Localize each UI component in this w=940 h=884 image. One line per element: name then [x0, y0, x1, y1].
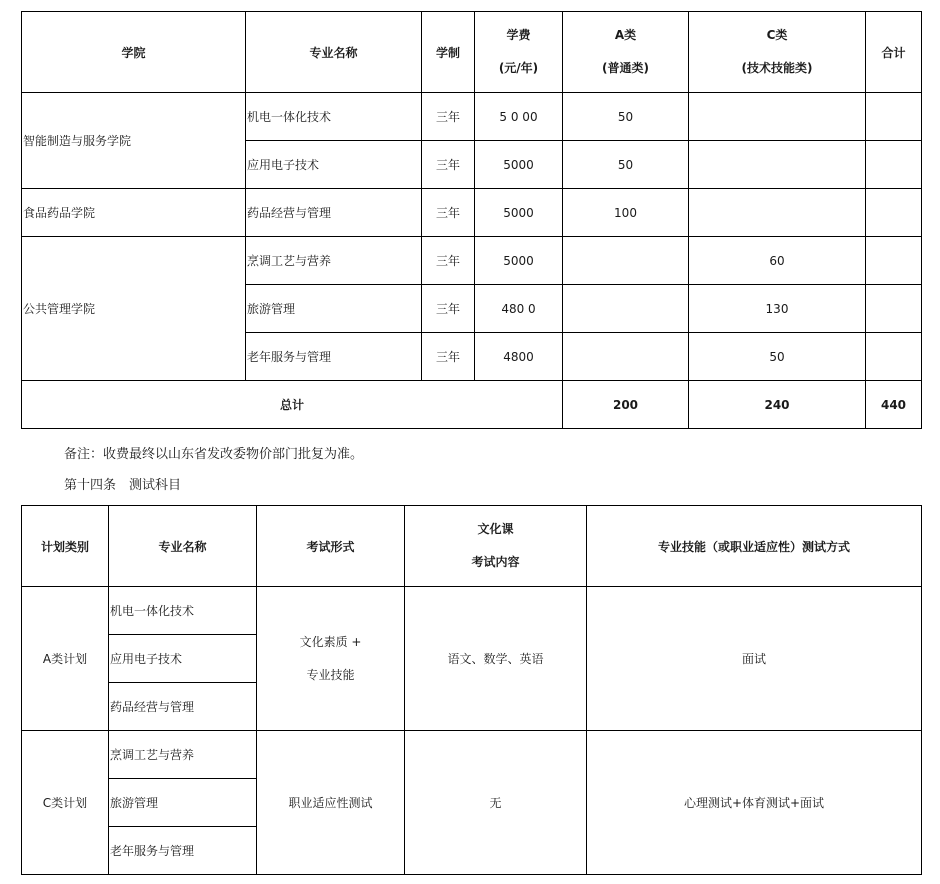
article-heading: 第十四条 测试科目 — [64, 478, 182, 493]
c-count-cell — [689, 141, 866, 189]
major-cell: 烹调工艺与营养 — [109, 731, 257, 779]
plan-cell: A类计划 — [22, 587, 109, 731]
a-count-cell — [563, 333, 689, 381]
college-cell: 食品药品学院 — [22, 189, 246, 237]
fee-cell: 5000 — [475, 189, 563, 237]
c-total: 240 — [689, 381, 866, 429]
total-cell — [866, 285, 922, 333]
duration-cell: 三年 — [422, 93, 475, 141]
form-header: 考试形式 — [257, 506, 405, 587]
major-cell: 旅游管理 — [246, 285, 422, 333]
major-cell: 老年服务与管理 — [109, 827, 257, 875]
total-cell — [866, 93, 922, 141]
major-cell: 老年服务与管理 — [246, 333, 422, 381]
c-count-cell — [689, 93, 866, 141]
fee-cell: 5000 — [475, 141, 563, 189]
total-row — [22, 381, 922, 429]
fee-cell: 5 0 00 — [475, 93, 563, 141]
college-cell: 智能制造与服务学院 — [22, 93, 246, 189]
fee-cell: 4800 — [475, 333, 563, 381]
culture-cell: 语文、数学、英语 — [405, 587, 587, 731]
plan-cell: C类计划 — [22, 731, 109, 875]
a-count-cell: 50 — [563, 93, 689, 141]
fee-note: 备注：收费最终以山东省发改委物价部门批复为准。 — [64, 447, 364, 462]
culture-cell: 无 — [405, 731, 587, 875]
form-cell: 文化素质 + 专业技能 — [257, 587, 405, 731]
major-cell: 应用电子技术 — [246, 141, 422, 189]
a-class-header: A类 (普通类) — [563, 12, 689, 93]
grand-total: 440 — [866, 381, 922, 429]
table-row — [22, 731, 922, 779]
fee-header: 学费 (元/年) — [475, 12, 563, 93]
table-row — [22, 189, 922, 237]
a-count-cell: 100 — [563, 189, 689, 237]
total-cell — [866, 237, 922, 285]
duration-cell: 三年 — [422, 285, 475, 333]
c-class-header: C类 (技术技能类) — [689, 12, 866, 93]
fee-cell: 480 0 — [475, 285, 563, 333]
table-row — [22, 93, 922, 141]
skill-cell: 面试 — [587, 587, 922, 731]
skill-header: 专业技能（或职业适应性）测试方式 — [587, 506, 922, 587]
c-count-cell: 60 — [689, 237, 866, 285]
plan-header: 计划类别 — [22, 506, 109, 587]
tuition-table — [21, 11, 922, 429]
total-cell — [866, 333, 922, 381]
major-cell: 机电一体化技术 — [109, 587, 257, 635]
major-cell: 应用电子技术 — [109, 635, 257, 683]
a-count-cell — [563, 237, 689, 285]
fee-cell: 5000 — [475, 237, 563, 285]
major-cell: 烹调工艺与营养 — [246, 237, 422, 285]
skill-cell: 心理测试+体育测试+面试 — [587, 731, 922, 875]
major-cell: 旅游管理 — [109, 779, 257, 827]
major-header: 专业名称 — [109, 506, 257, 587]
duration-cell: 三年 — [422, 333, 475, 381]
total-cell — [866, 141, 922, 189]
major-cell: 药品经营与管理 — [246, 189, 422, 237]
duration-cell: 三年 — [422, 189, 475, 237]
tuition-header-row — [22, 12, 922, 93]
major-header: 专业名称 — [246, 12, 422, 93]
table-row — [22, 587, 922, 635]
major-cell: 机电一体化技术 — [246, 93, 422, 141]
major-cell: 药品经营与管理 — [109, 683, 257, 731]
form-cell: 职业适应性测试 — [257, 731, 405, 875]
total-label: 总计 — [22, 381, 563, 429]
total-header: 合计 — [866, 12, 922, 93]
test-header-row — [22, 506, 922, 587]
a-count-cell — [563, 285, 689, 333]
culture-header: 文化课 考试内容 — [405, 506, 587, 587]
table-row — [22, 237, 922, 285]
c-count-cell: 50 — [689, 333, 866, 381]
test-subjects-table — [21, 505, 922, 875]
duration-cell: 三年 — [422, 237, 475, 285]
duration-header: 学制 — [422, 12, 475, 93]
college-cell: 公共管理学院 — [22, 237, 246, 381]
a-count-cell: 50 — [563, 141, 689, 189]
total-cell — [866, 189, 922, 237]
college-header: 学院 — [22, 12, 246, 93]
a-total: 200 — [563, 381, 689, 429]
c-count-cell — [689, 189, 866, 237]
c-count-cell: 130 — [689, 285, 866, 333]
duration-cell: 三年 — [422, 141, 475, 189]
